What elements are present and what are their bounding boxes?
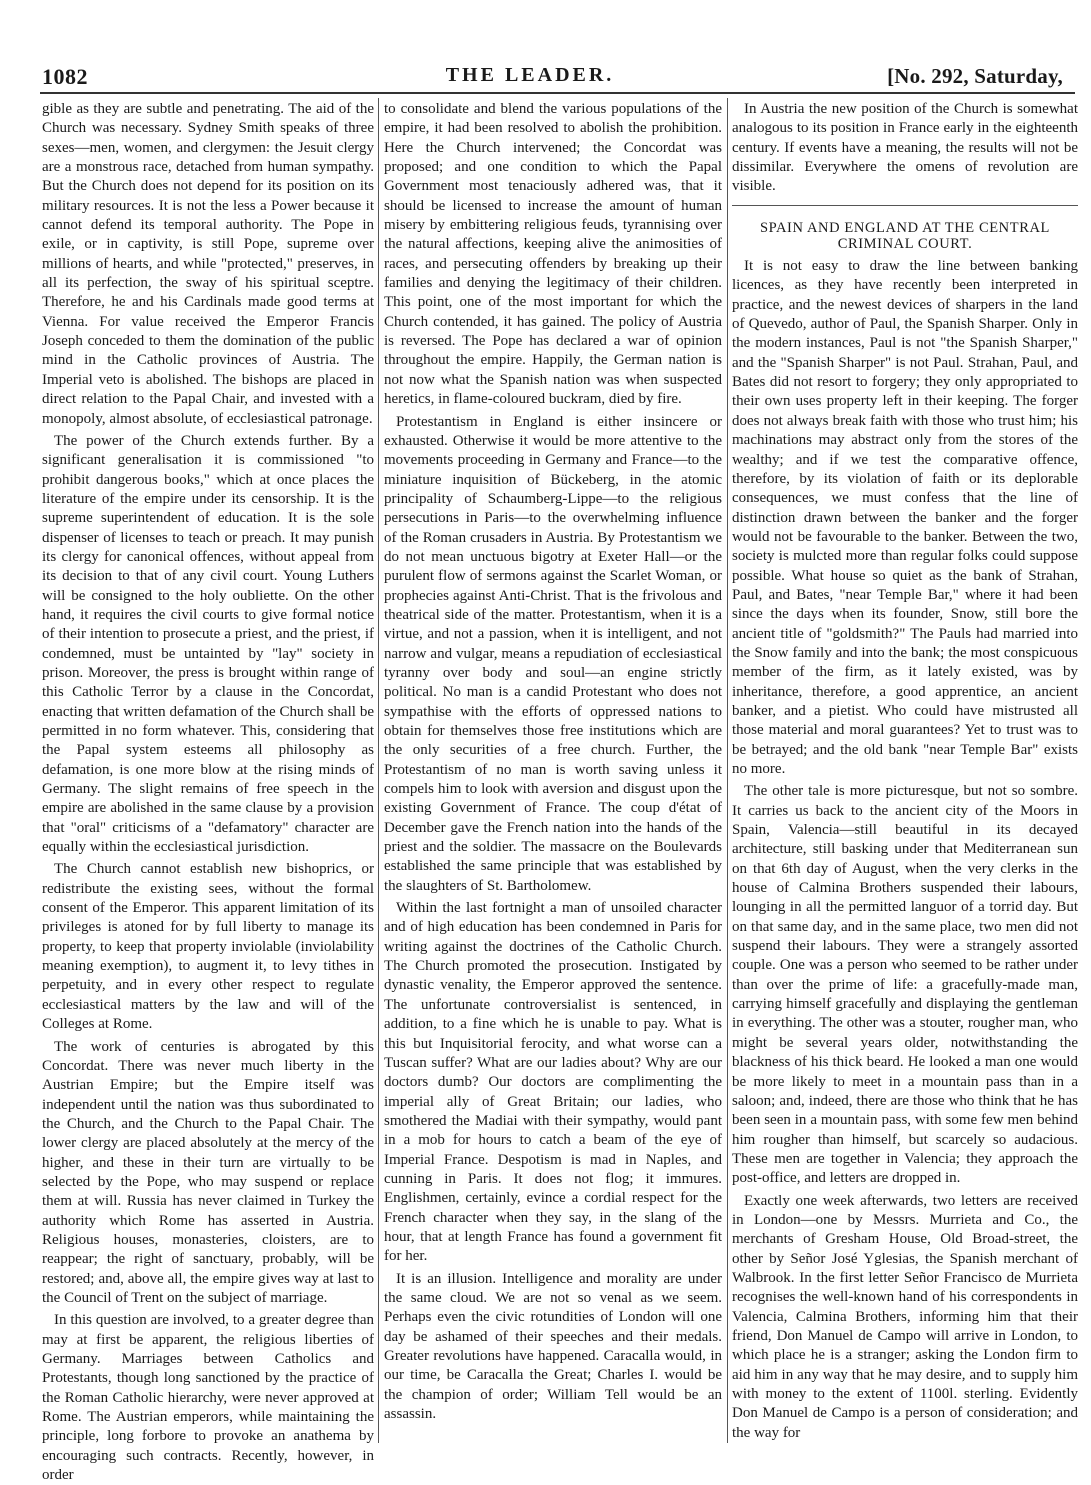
- paragraph: It is an illusion. Intelligence and morality are under the same cloud. We are not so venal as we seem. Perhaps even the civic rotundities of London will one day be ashamed of their speeches and their medals. Greater revolutions have happened. Caracalla would, in our time, be Caracalla the Great; Charles I. would be the champion of order; William Tell would be an assassin.: [384, 1270, 722, 1423]
- text-column-3: [732, 100, 1078, 1440]
- paragraph: It is not easy to draw the line between banking licences, as they have recently been interpreted in practice, and the newest devices of sharpers in the land of Quevedo, author of Paul, the Spanish Sharper. Only in the modern instances, Paul is not "the Spanish Sharper," and the "Spanish Sharper" is not Paul. Strahan, Paul, and Bates did not resort to forgery; they only appropriated to their own uses property left in their keeping. The forger does not always break faith with those who trust him; his machinations may abstract only from the stores of the wealthy; and if we test the comparative offence, therefore, by its violation of faith or its deplorable consequences, we must confess that the line of distinction drawn between the banker and the forger would not be favourable to the banker. Between the two, society is mulcted more than regular folks could suppose possible. What house so quiet as the bank of Strahan, Paul, and Bates, "near Temple Bar," where it had been since the days when its founder, Snow, still bore the ancient title of "goldsmith?" The Pauls had married into the Snow family and into the bank; the most conspicuous member of the firm, as it lately existed, was by inheritance, therefore, a good apprentice, an ancient banker, and a pietist. Who could have mistrusted all those material and moral guarantees? Yet to trust was to be betrayed; and the old bank "near Temple Bar" exists no more.: [732, 258, 1078, 777]
- article-divider: [732, 205, 1078, 206]
- paragraph: The power of the Church extends further. By a significant generalisation it is commissioned "to prohibit dangerous books," which at once places the literature of the empire under its censorship. It is the supreme superintendent of education. It is the sole dispenser of licenses to teach or preach. It may punish its clergy for canonical offences, without appeal from its decision to that of any civil court. Young Luthers will be consigned to the holy oubliette. On the other hand, it requires the civil courts to give formal notice of their intention to prosecute a priest, and the priest, if condemned, must be untainted by "lay" society in prison. Moreover, the press is brought within range of this Catholic Terror by a clause in the Concordat, enacting that written defamation of the Church shall be permitted in no form whatever. This, considering that the Papal system esteems all philosophy as defamation, is one more blow at the rising minds of Germany. The slight remains of free speech in the empire are abolished in the same clause by a provision that "oral" criticisms of a "defamatory" character are equally within the ecclesiastical jurisdiction.: [42, 432, 374, 856]
- article-title: SPAIN AND ENGLAND AT THE CENTRAL CRIMINAL COURT.: [759, 219, 1051, 253]
- text-column-1: [42, 100, 374, 1484]
- header-rule: [40, 92, 1075, 94]
- page-number: 1082: [42, 64, 88, 89]
- newspaper-title: THE LEADER.: [445, 64, 615, 86]
- issue-info: [No. 292, Saturday,: [887, 64, 1063, 88]
- paragraph: to consolidate and blend the various populations of the empire, it had been resolved to abolish the prohibition. Here the Church intervened; the Concordat was proposed; and one condition to which the Papal Government most tenaciously adhered was, that it should be licensed to increase the amount of human misery by embittering religious feuds, tyrannising over the natural affections, keeping alive the animosities of races, and persecuting offenders by breaking up their families and denying the legitimacy of their children. This point, one of the most important for which the Church contended, it has gained. The policy of Austria is reversed. The Pope has declared a war of opinion throughout the empire. Happily, the German nation is not now what the Spanish nation was when suspected heretics, in flame-coloured buckram, died by fire.: [384, 101, 722, 408]
- masthead: [0, 0, 1091, 95]
- paragraph: In this question are involved, to a greater degree than may at first be apparent, the religious liberties of Germany. Marriages between Catholics and Protestants, though long sanctioned by the practice of the Roman Catholic hierarchy, were never approved at Rome. The Austrian emperors, while maintaining the principle, long forbore to provoke an anathema by encouraging such contracts. Recently, however, in order: [42, 1312, 374, 1484]
- paragraph: The work of centuries is abrogated by this Concordat. There was never much liberty in the Austrian Empire; but the Empire itself was independent until the nation was thus subordinated to the Church, and the Church to the Papal Chair. The lower clergy are placed absolutely at the mercy of the higher, and these in their turn are virtually to be selected by the Pope, who may suspend or replace them at will. Russia has never claimed in Turkey the authority which Rome has asserted in Austria. Religious houses, monasteries, cloisters, are to reappear; the right of sanctuary, probably, will be restored; and, above all, the empire gives way at last to the Council of Trent on the subject of marriage.: [42, 1038, 374, 1306]
- paragraph: Within the last fortnight a man of unsoiled character and of high education has been condemned in Paris for writing against the doctrines of the Catholic Church. The Church promoted the prosecution. Instigated by dynastic venality, the Emperor approved the sentence. The unfortunate controversialist is sentenced, in addition, to a fine which he is unable to pay. What is this but Inquisitorial ferocity, and what worse can a Tuscan suffer? What are our ladies about? Why are our doctors dumb? Our doctors are complimenting the imperial ally of Great Britain; our ladies, who smothered the Madiai with their sympathy, would pant in a mob for hours to catch a beam of the eye of Imperial France. Despotism is mad in Naples, and cunning in Paris. It does not flog; it immures. Englishmen, certainly, evince a cordial respect for the French character when they say, in the slang of the hour, that at length France has found a government fit for her.: [384, 900, 722, 1265]
- column-divider: [727, 98, 728, 1443]
- paragraph: The other tale is more picturesque, but not so sombre. It carries us back to the ancient city of the Moors in Spain, Valencia—still beautiful in its decayed architecture, still basking under that Mediterranean sun on that 6th day of August, when the very clerks in the house of Calmina Brothers suspended their labours, lounging in all the permitted languor of a torrid day. But on that same day, and in the same place, two men did not suspend their labours. They were a strangely assorted couple. One was a person who seemed to be rather under than over the prime of life: a gracefully-made man, carrying himself gracefully and displaying the gentleman in everything. The other was a stouter, rougher man, who might be several years older, notwithstanding the blackness of his thick beard. He looked a man one would be more likely to meet in a mountain pass than in a saloon; and, indeed, there are those who think that he has been seen in a mountain pass, with some few men behind him rougher than himself, but scarcely so audacious. These men are together in Valencia; they approach the post-office, and letters are dropped in.: [732, 783, 1078, 1187]
- paragraph: In Austria the new position of the Church is somewhat analogous to its position in France early in the eighteenth century. If events have a meaning, the results will not be dissimilar. Everywhere the omens of revolution are visible.: [732, 101, 1078, 195]
- paragraph: Protestantism in England is either insincere or exhausted. Otherwise it would be more attentive to the movements proceeding in Germany and France—to the miniature inquisition of Bückeberg, in the atomic principality of Schaumberg-Lippe—to the religious persecutions in Paris—to the overwhelming influence of the Roman crusaders in Austria. By Protestantism we do not mean unctuous bigotry at Exeter Hall—or the purulent flow of sermons against the Scarlet Woman, or prophecies against Anti-Christ. That is the frivolous and theatrical side of the matter. Protestantism, when it is a virtue, and not a passion, when it is intelligent, and not narrow and vulgar, means a repudiation of ecclesiastical tyranny over body and soul—an engine strictly political. No man is a candid Protestant who does not sympathise with the efforts of oppressed nations to obtain for themselves those free institutions which are the only securities of a free church. Further, the Protestantism of no man is worth saving unless it compels him to look with aversion and disgust upon the existing Government of France. The coup d'état of December gave the French nation into the hands of the priest and the soldier. The massacre on the Boulevards established the same principle that was established by the slaughters of St. Bartholomew.: [384, 413, 722, 894]
- paragraph: gible as they are subtle and penetrating. The aid of the Church was necessary. Sydney Smith speaks of three sexes—men, women, and clergymen: the Jesuit clergy are a monstrous race, detached from human sympathy. But the Church does not depend for its position on its military resources. It is not the less a Power because it cannot defend its temporal authority. The Pope in exile, or in captivity, is still Pope, supreme over millions of hearts, and while "protected," preserves, in all its perfection, the sway of his spiritual sceptre. Therefore, he and his Cardinals made good terms at Vienna. For value received the Emperor Francis Joseph conceded to them the domination of the public mind in the Catholic provinces of Austria. The Imperial veto is abolished. The bishops are placed in direct relation to the Papal Chair, and invested with a monopoly, almost absolute, of ecclesiastical patronage.: [42, 101, 374, 427]
- paragraph: Exactly one week afterwards, two letters are received in London—one by Messrs. Murrieta and Co., the merchants of Gresham House, Old Broad-street, the other by Señor José Yglesias, the Spanish merchant of Walbrook. In the first letter Señor Francisco de Murrieta recognises the well-known hand of his correspondents in Valencia, Calmina Brothers, informing him that their friend, Don Manuel de Campo will arrive in London, to which place he is a stranger; asking the London firm to aid him in any way that he may desire, and to supply him with money to the extent of 1100l. sterling. Evidently Don Manuel de Campo is a person of consideration; and the way for: [732, 1192, 1078, 1441]
- column-divider: [378, 98, 379, 1443]
- text-column-2: [384, 100, 722, 1440]
- paragraph: The Church cannot establish new bishoprics, or redistribute the existing sees, without the formal consent of the Emperor. This apparent limitation of its privileges is atoned for by full liberty to manage its property, to keep that property inviolable (inviolability meaning exemption), to augment it, to levy tithes in perpetuity, and in every other respect to regulate ecclesiastical matters by the law and will of the Colleges at Rome.: [42, 861, 374, 1033]
